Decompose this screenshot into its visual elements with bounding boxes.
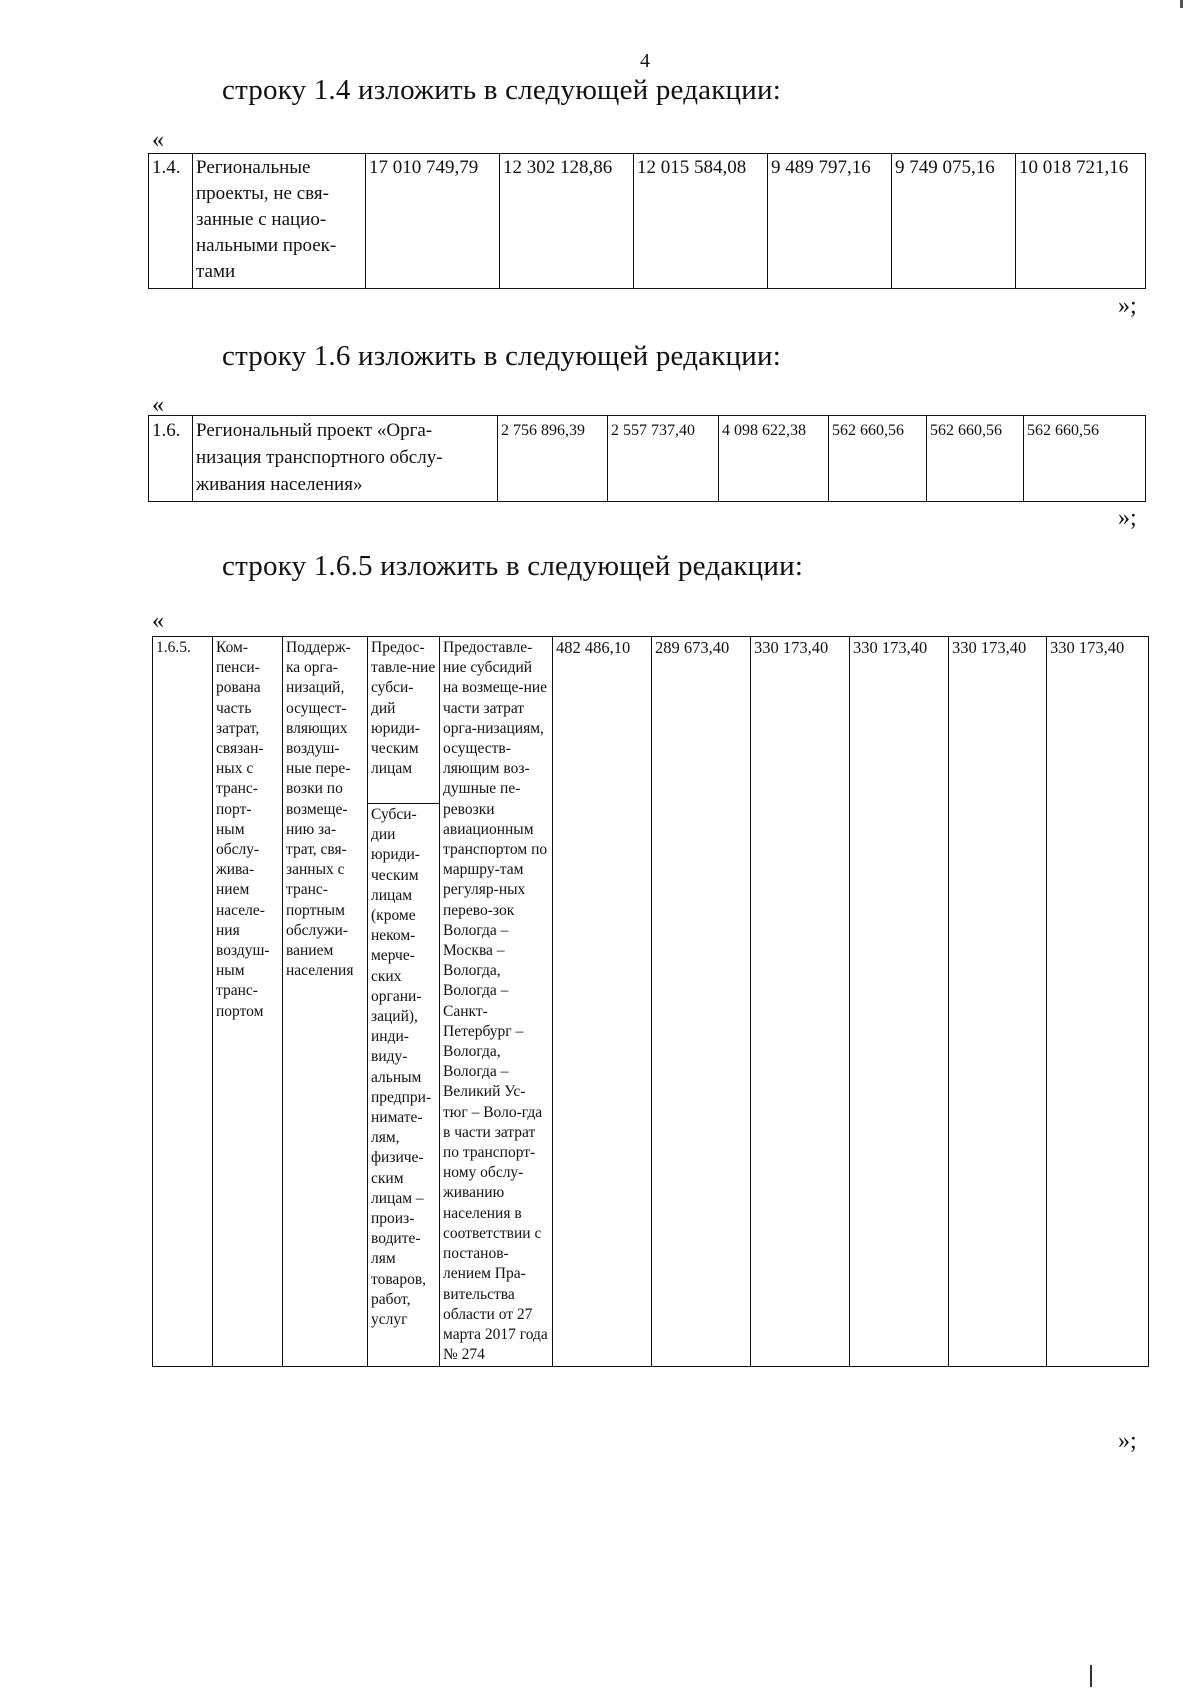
value-cell: 562 660,56 [1024,416,1146,502]
value-cell: 10 018 721,16 [1016,154,1146,289]
value-cell: 330 173,40 [1047,637,1149,1367]
value-cell: 562 660,56 [927,416,1024,502]
value-cell: 4 098 622,38 [719,416,829,502]
direction-cell [368,637,440,1367]
section-heading-1-6-5: строку 1.6.5 изложить в следующей редакции: [222,550,804,582]
close-quote-1-6-5: »; [1118,1428,1137,1454]
value-cell: 562 660,56 [829,416,927,502]
value-cell: 12 302 128,86 [500,154,634,289]
description-cell: Предоставле-ние субсидий на возмеще-ние части затрат орга-низациям, осуществ-ляющим воз-душные пе-ревозки авиационным транспортом по маршру-там регуляр-ных перево-зок Вологда – Москва – Вологда, Вологда – Санкт-Петербург – Вологда, Вологда – Великий Ус-тюг – Воло-гда в части затрат по транспорт-ному обслу-живанию населения в соответствии с постанов-лением Пра-вительства области от 27 марта 2017 года № 274 [440,637,553,1367]
close-quote-1-4: »; [1118,293,1137,319]
table-row-1-4 [148,153,1146,289]
row-number: 1.6. [149,416,193,502]
value-cell: 482 486,10 [553,637,652,1367]
open-quote-1-6: « [152,392,164,418]
margin-tick-mark [1090,1665,1092,1687]
value-cell: 330 173,40 [751,637,850,1367]
value-cell: 9 489 797,16 [768,154,892,289]
row-number: 1.6.5. [153,637,213,1367]
open-quote-1-4: « [152,127,164,153]
scan-corner-mark [1180,0,1183,8]
direction-subcell-top: Предос-тавле-ние субси-дий юриди-ческим лицам [368,637,439,804]
value-cell: 9 749 075,16 [892,154,1016,289]
table-row-1-6-5 [152,636,1149,1367]
value-cell: 330 173,40 [949,637,1047,1367]
value-cell: 2 557 737,40 [608,416,719,502]
page-number: 4 [640,50,650,72]
table-row-1-6 [148,415,1146,502]
direction-subcell-bottom: Субси-дии юриди-ческим лицам (кроме неком-мерче-ских органи-заций), инди-виду-альным предпри-нимате-лям, физиче-ским лицам – произ-водите-лям товаров, работ, услуг [371,806,432,1329]
value-cell: 330 173,40 [850,637,949,1367]
value-cell: 17 010 749,79 [366,154,500,289]
value-cell: 12 015 584,08 [634,154,768,289]
value-cell: 289 673,40 [652,637,751,1367]
row-name: Региональные проекты, не свя-занные с нацио-нальными проек-тами [193,154,366,289]
measure-cell: Поддерж-ка орга-низаций, осущест-вляющих воздуш-ные пере-возки по возмеще-нию за-трат, свя-занных с транс-портным обслужи-ванием населения [283,637,368,1367]
value-cell: 2 756 896,39 [498,416,608,502]
row-name: Региональный проект «Орга-низация транспортного обслу-живания населения» [193,416,498,502]
row-number: 1.4. [149,154,193,289]
goal-cell: Ком-пенси-рована часть затрат, связан-ных с транс-порт-ным обслу-жива-нием населе-ния воздуш-ным транс-портом [213,637,283,1367]
section-heading-1-6: строку 1.6 изложить в следующей редакции: [222,340,781,372]
close-quote-1-6: »; [1118,505,1137,531]
open-quote-1-6-5: « [152,608,164,634]
section-heading-1-4: строку 1.4 изложить в следующей редакции: [222,74,781,106]
